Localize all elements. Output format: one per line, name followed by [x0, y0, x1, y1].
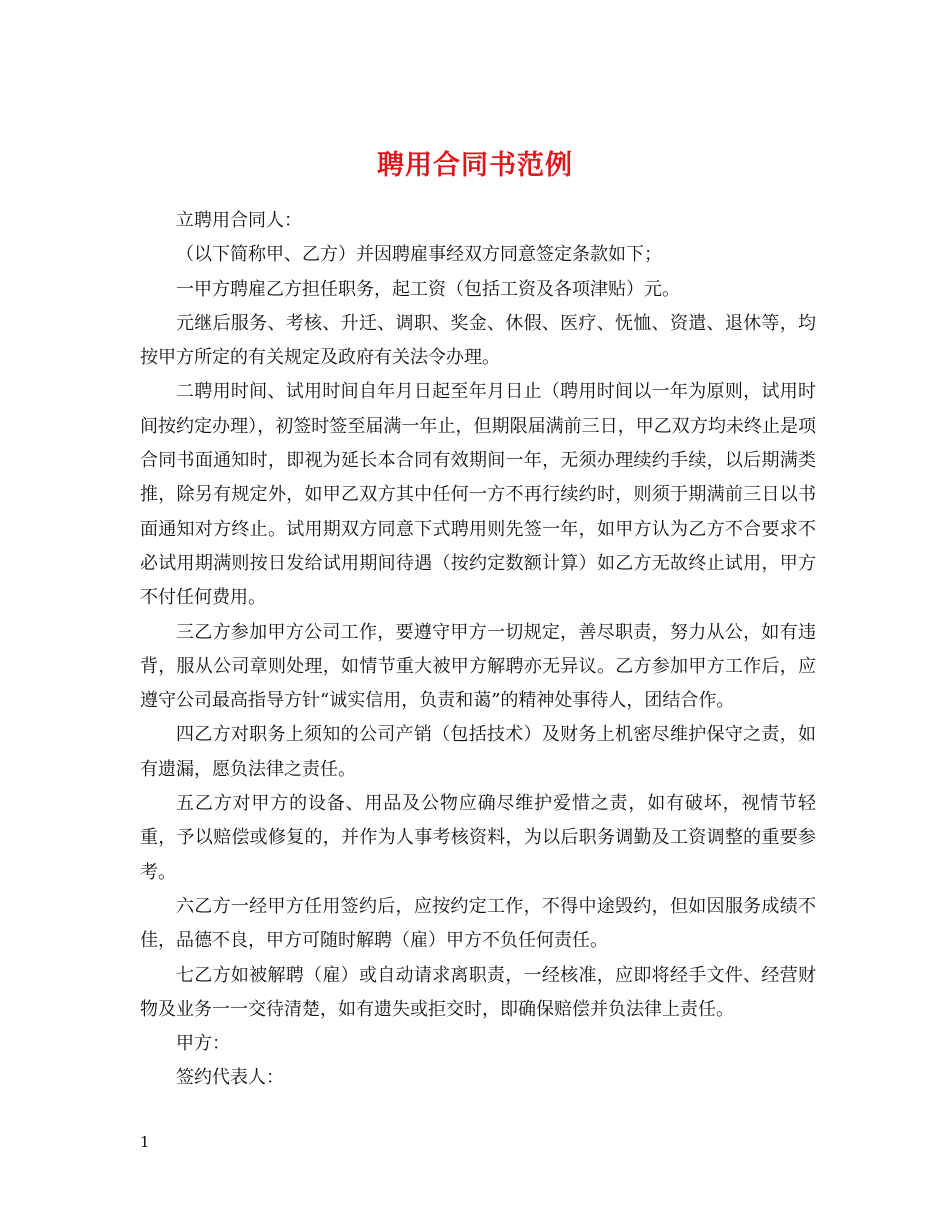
- paragraph-clause-5: 五乙方对甲方的设备、用品及公物应确尽维护爱惜之责，如有破坏，视情节轻重，予以赔偿或修复的，并作为人事考核资料，为以后职务调勤及工资调整的重要参考。: [140, 793, 816, 883]
- signature-representative: 签约代表人：: [176, 1067, 284, 1089]
- paragraph-clause-1: 一甲方聘雇乙方担任职务，起工资（包括工资及各项津贴）元。: [176, 278, 680, 300]
- signature-party-a: 甲方：: [176, 1033, 230, 1055]
- page-number: 1: [140, 1133, 150, 1151]
- paragraph-clause-3: 三乙方参加甲方公司工作，要遵守甲方一切规定，善尽职责，努力从公，如有违背，服从公司章则处理，如情节重大被甲方解聘亦无异议。乙方参加甲方工作后，应遵守公司最高指导方针“诚实信用，负责和蔼”的精神处事待人，团结合作。: [140, 621, 816, 712]
- paragraph-preamble: （以下简称甲、乙方）并因聘雇事经双方同意签定条款如下；: [176, 244, 662, 266]
- document-body: [140, 204, 816, 1096]
- paragraph-clause-2: 二聘用时间、试用时间自年月日起至年月日止（聘用时间以一年为原则，试用时间按约定办理），初签时签至届满一年止，但期限届满前三日，甲乙双方均未终止是项合同书面通知时，即视为延长本合同有效期间一年，无须办理续约手续，以后期满类推，除另有规定外，如甲乙双方其中任何一方不再行续约时，则须于期满前三日以书面通知对方终止。试用期双方同意下式聘用则先签一年，如甲方认为乙方不合要求不必试用期满则按日发给试用期间待遇（按约定数额计算）如乙方无故终止试用，甲方不付任何费用。: [140, 381, 816, 609]
- paragraph-clause-7: 七乙方如被解聘（雇）或自动请求离职责，一经核准，应即将经手文件、经营财物及业务一一交待清楚，如有遗失或拒交时，即确保赔偿并负法律上责任。: [140, 964, 816, 1020]
- paragraph-clause-4: 四乙方对职务上须知的公司产销（包括技术）及财务上机密尽维护保守之责，如有遗漏，愿负法律之责任。: [140, 724, 816, 780]
- paragraph-party-intro: 立聘用合同人：: [176, 210, 302, 231]
- paragraph-clause-1-continued: 元继后服务、考核、升迁、调职、奖金、休假、医疗、怃恤、资遣、退休等，均按甲方所定的有关规定及政府有关法令办理。: [140, 312, 816, 369]
- document-title: 聘用合同书范例: [377, 150, 573, 182]
- paragraph-clause-6: 六乙方一经甲方任用签约后，应按约定工作，不得中途毁约，但如因服务成绩不佳，品德不良，甲方可随时解聘（雇）甲方不负任何责任。: [140, 895, 816, 952]
